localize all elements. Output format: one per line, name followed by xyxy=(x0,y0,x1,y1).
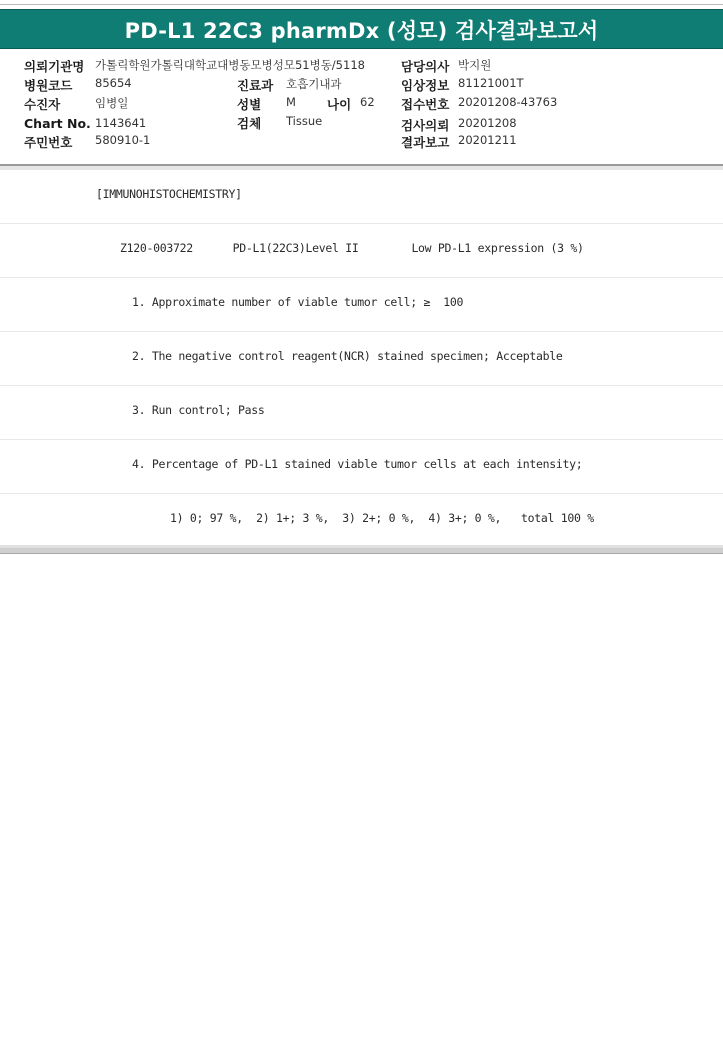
hospital-code-label: 병원코드 xyxy=(24,78,73,93)
sex-value: M xyxy=(286,95,296,109)
result-item-3: 3. Run control; Pass xyxy=(132,403,265,417)
doctor-label: 담당의사 xyxy=(401,59,450,74)
result-summary-line: Z120-003722 PD-L1(22C3)Level II Low PD-L1 expression (3 %) xyxy=(120,241,584,255)
specimen-label: 검체 xyxy=(237,116,262,131)
patient-label: 수진자 xyxy=(24,97,61,112)
patient-value: 임병일 xyxy=(95,96,129,110)
age-label: 나이 xyxy=(327,97,352,112)
patient-info-section xyxy=(0,48,723,164)
report-row xyxy=(0,386,723,440)
report-date-value: 20201211 xyxy=(458,133,517,147)
report-row xyxy=(0,224,723,278)
report-row xyxy=(0,278,723,332)
top-border xyxy=(0,4,723,5)
intensity-breakdown-line: 1) 0; 97 %, 2) 1+; 3 %, 3) 2+; 0 %, 4) 3+; 0 %, total 100 % xyxy=(170,511,594,525)
institution-value: 가톨릭학원가톨릭대학교대병동모병성모51병동/5118 xyxy=(95,58,365,72)
hospital-code-value: 85654 xyxy=(95,76,132,90)
report-row xyxy=(0,170,723,224)
resident-number-value: 580910-1 xyxy=(95,133,151,147)
report-row xyxy=(0,440,723,494)
specimen-value: Tissue xyxy=(286,114,323,128)
report-title: PD-L1 22C3 pharmDx (성모) 검사결과보고서 xyxy=(124,19,599,43)
clinical-info-label: 임상정보 xyxy=(401,78,450,93)
chart-number-value: 1143641 xyxy=(95,116,147,130)
doctor-value: 박지원 xyxy=(458,58,492,72)
department-value: 호흡기내과 xyxy=(286,77,342,91)
clinical-info-value: 81121001T xyxy=(458,76,524,90)
result-item-2: 2. The negative control reagent(NCR) stained specimen; Acceptable xyxy=(132,349,563,363)
result-item-1: 1. Approximate number of viable tumor cell; ≥ 100 xyxy=(132,295,464,309)
receipt-number-value: 20201208-43763 xyxy=(458,95,558,109)
resident-number-label: 주민번호 xyxy=(24,135,73,150)
request-date-label: 검사의뢰 xyxy=(401,118,450,133)
chart-number-label: Chart No. xyxy=(24,116,91,131)
institution-label: 의뢰기관명 xyxy=(24,59,85,74)
result-item-4: 4. Percentage of PD-L1 stained viable tumor cells at each intensity; xyxy=(132,457,583,471)
title-bar xyxy=(0,9,723,49)
department-label: 진료과 xyxy=(237,78,274,93)
sex-label: 성별 xyxy=(237,97,262,112)
report-row xyxy=(0,494,723,548)
request-date-value: 20201208 xyxy=(458,116,517,130)
report-section-heading: [IMMUNOHISTOCHEMISTRY] xyxy=(96,187,242,201)
receipt-number-label: 접수번호 xyxy=(401,97,450,112)
report-row xyxy=(0,332,723,386)
report-end-bar xyxy=(0,548,723,554)
report-body xyxy=(0,170,723,548)
report-date-label: 결과보고 xyxy=(401,135,450,150)
age-value: 62 xyxy=(360,95,375,109)
